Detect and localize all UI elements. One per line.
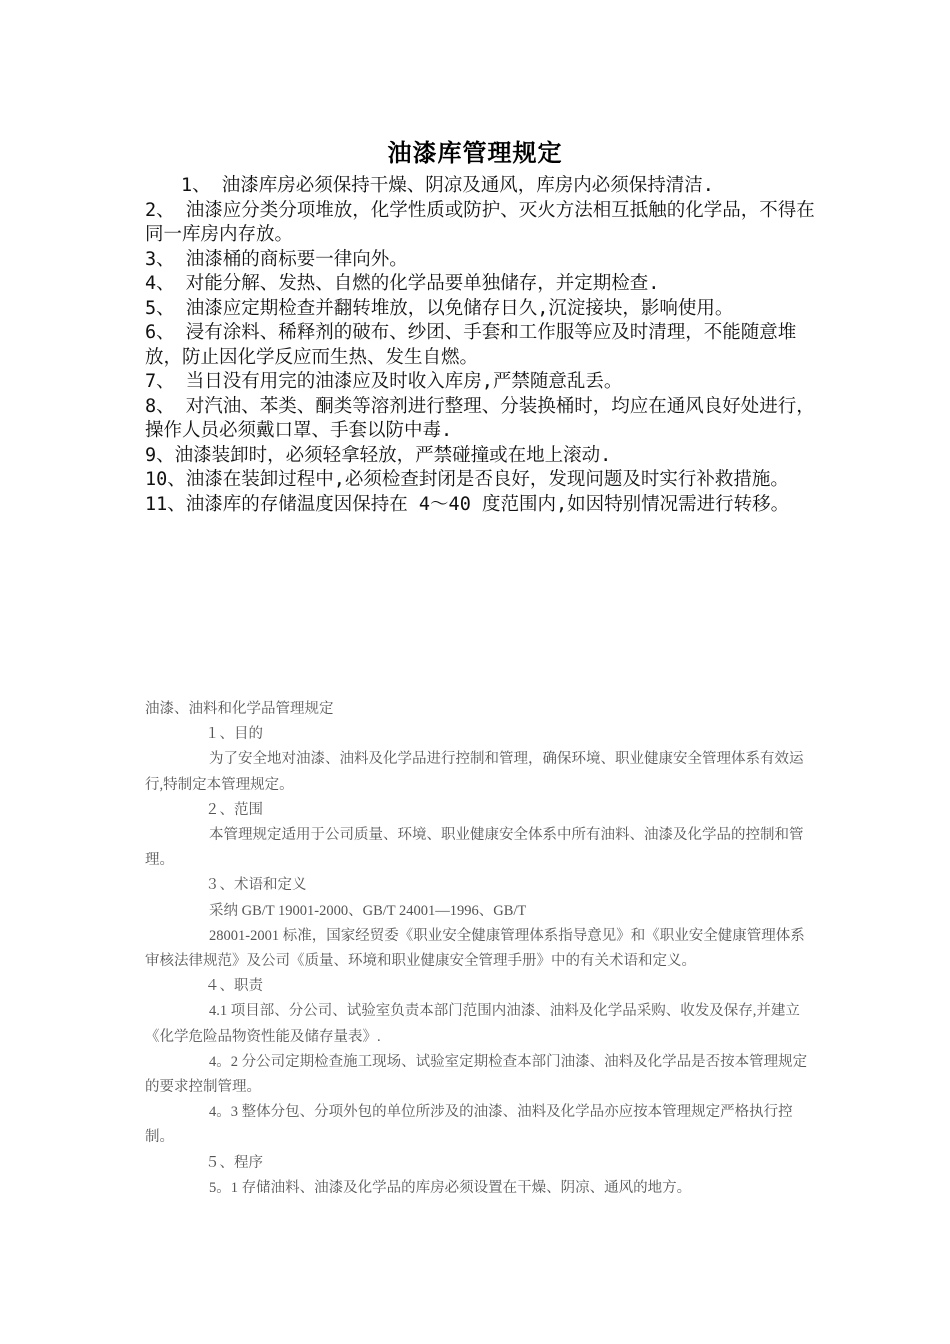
rule-item: 2、 油漆应分类分项堆放，化学性质或防护、灭火方法相互抵触的化学品，不得在同一库房内存放。 [145, 199, 815, 245]
section-title: 油漆、油料和化学品管理规定 [145, 701, 334, 717]
paragraph-resp-4-1: 4.1 项目部、分公司、试验室负责本部门范围内油漆、油料及化学品采购、收发及保存,并建立《化学危险品物资性能及储存量表》. [145, 1003, 800, 1045]
rule-item: 5、 油漆应定期检查并翻转堆放，以免储存日久,沉淀接块，影响使用。 [145, 297, 734, 319]
paragraph-terms-line1: 采纳 GB/T 19001-2000、GB/T 24001—1996、GB/T [209, 902, 527, 919]
heading-responsibilities: ４、职责 [205, 978, 263, 995]
rule-item: 11、油漆库的存储温度因保持在 4～40 度范围内,如因特别情况需进行转移。 [145, 493, 790, 515]
document-title: 油漆库管理规定 [387, 138, 563, 167]
rule-item: 10、油漆在装卸过程中,必须检查封闭是否良好，发现问题及时实行补救措施。 [145, 469, 789, 490]
paragraph-scope: 本管理规定适用于公司质量、环境、职业健康安全体系中所有油料、油漆及化学品的控制和管理。 [145, 827, 804, 869]
rule-item: 4、 对能分解、发热、自燃的化学品要单独储存，并定期检查. [145, 273, 660, 294]
rules-list [145, 174, 825, 517]
paragraph-terms-rest: 28001-2001 标准，国家经贸委《职业安全健康管理体系指导意见》和《职业安全健康管理体系审核法律规范》及公司《质量、环境和职业健康安全管理手册》中的有关术语和定义。 [145, 927, 805, 970]
paragraph-resp-4-3: 4。3 整体分包、分项外包的单位所涉及的油漆、油料及化学品亦应按本管理规定严格执行控制。 [145, 1104, 793, 1146]
heading-procedure: ５、程序 [205, 1154, 263, 1171]
heading-purpose: １、目的 [205, 726, 263, 743]
section-chemical-management [145, 697, 810, 1201]
rule-item: 6、 浸有涂料、稀释剂的破布、纱团、手套和工作服等应及时清理，不能随意堆放，防止因化学反应而生热、发生自燃。 [145, 322, 797, 368]
rule-item: 3、 油漆桶的商标要一律向外。 [145, 248, 408, 270]
rule-item: 8、 对汽油、苯类、酮类等溶剂进行整理、分装换桶时，均应在通风良好处进行，操作人员必须戴口罩、手套以防中毒. [145, 395, 815, 441]
rule-item: 9、油漆装卸时，必须轻拿轻放，严禁碰撞或在地上滚动. [145, 444, 612, 466]
heading-terms: ３、术语和定义 [205, 877, 307, 894]
rule-item: 1、 油漆库房必须保持干燥、阴凉及通风，库房内必须保持清洁. [181, 175, 714, 196]
heading-scope: ２、范围 [205, 801, 263, 818]
paragraph-purpose: 为了安全地对油漆、油料及化学品进行控制和管理，确保环境、职业健康安全管理体系有效运行,特制定本管理规定。 [145, 751, 804, 793]
rule-item: 7、 当日没有用完的油漆应及时收入库房,严禁随意乱丢。 [145, 371, 623, 392]
paragraph-proc-5-1: 5。1 存储油料、油漆及化学品的库房必须设置在干燥、阴凉、通风的地方。 [209, 1179, 692, 1196]
paragraph-resp-4-2: 4。2 分公司定期检查施工现场、试验室定期检查本部门油漆、油料及化学品是否按本管理规定的要求控制管理。 [145, 1053, 808, 1096]
